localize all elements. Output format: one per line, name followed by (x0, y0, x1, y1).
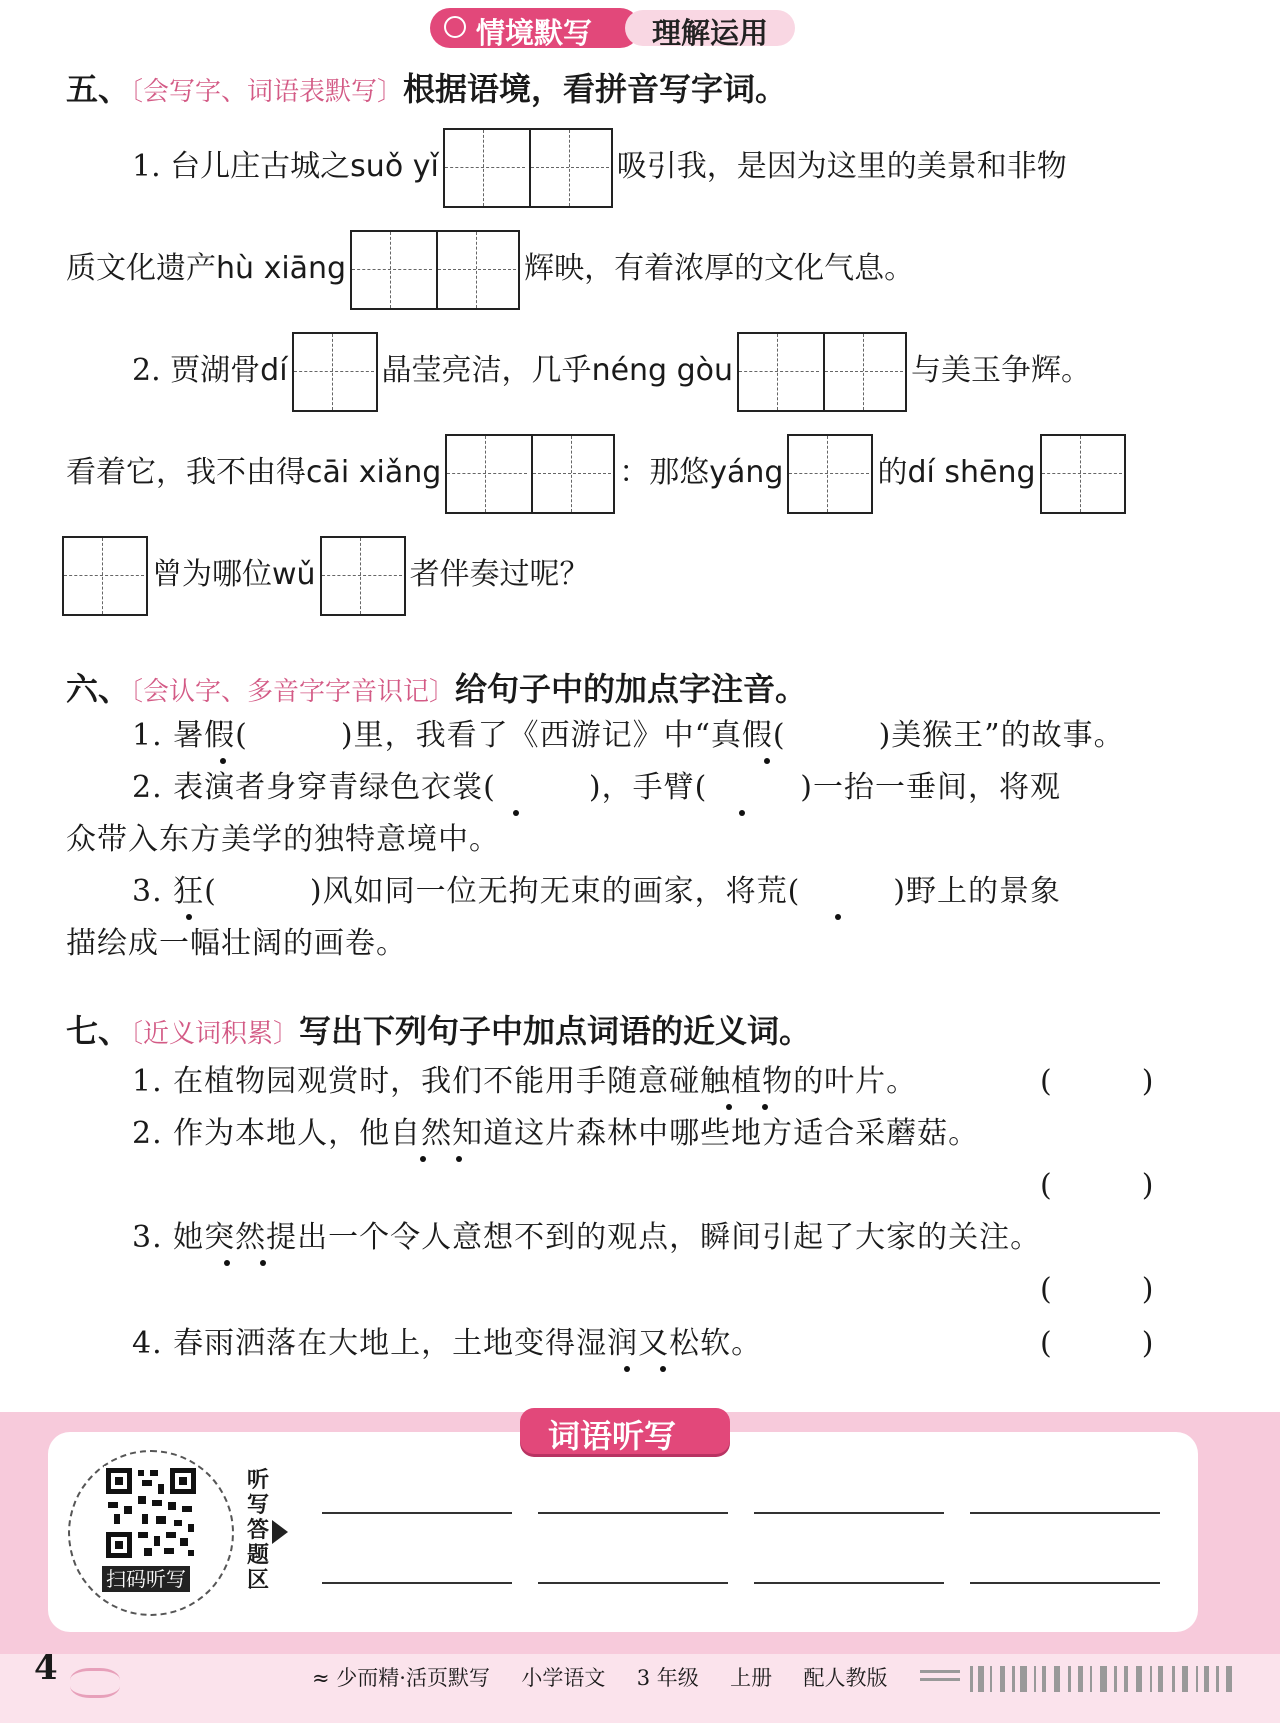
barcode-icon (920, 1662, 1260, 1696)
dictation-line[interactable] (538, 1512, 728, 1514)
s6-q3b: 描绘成一幅壮阔的画卷。 (66, 926, 407, 961)
section7-tag: 〔近义词积累〕 (130, 1019, 300, 1049)
flower-icon (444, 16, 466, 38)
text: 看着它，我不由得 (66, 455, 306, 490)
emphasis-dot (260, 1260, 266, 1266)
pinyin: suǒ yǐ (350, 149, 439, 184)
dictation-line[interactable] (538, 1582, 728, 1584)
tab-label-right: 理解运用 (652, 16, 769, 50)
s7-q1: 1. 在植物园观赏时，我们不能用手随意碰触植物的叶片。 (132, 1064, 918, 1099)
footer-brand: ≈ 少而精·活页默写 (312, 1666, 490, 1690)
s5-q2-line1 (132, 332, 1091, 412)
dictation-title: 词语听写 (548, 1417, 677, 1455)
label-char: 答 (246, 1518, 269, 1543)
emphasis-dot (220, 758, 226, 764)
emphasis-dot (624, 1366, 630, 1372)
pinyin: cāi xiǎng (306, 455, 442, 490)
text: 2. 贾湖骨 (132, 353, 261, 388)
text: 吸引我，是因为这里的美景和非物 (616, 149, 1067, 184)
text: 质文化遗产 (66, 251, 216, 286)
emphasis-dot (726, 1104, 732, 1110)
emphasis-dot (513, 810, 519, 816)
page-number: 4 (34, 1648, 58, 1688)
pinyin: hù xiāng (216, 251, 347, 286)
dictation-line[interactable] (754, 1582, 944, 1584)
pinyin: néng gòu (591, 353, 734, 388)
emphasis-dot (224, 1260, 230, 1266)
answer-grid[interactable] (62, 536, 148, 616)
s7-q2: 2. 作为本地人，他自然知道这片森林中哪些地方适合采蘑菇。 (132, 1116, 980, 1151)
pinyin: wǔ (272, 557, 316, 592)
s7-q1-paren[interactable]: ( ) (1040, 1064, 1154, 1099)
arrow-right-icon (272, 1520, 288, 1544)
s7-q4-paren[interactable]: ( ) (1040, 1326, 1154, 1361)
pinyin: dí shēng (907, 455, 1036, 490)
section7-instruction: 写出下列句子中加点词语的近义词。 (299, 1012, 812, 1050)
text: 与美玉争辉。 (911, 353, 1092, 388)
answer-grid[interactable] (292, 332, 378, 412)
qr-label[interactable]: 扫码听写 (102, 1566, 190, 1592)
section7-title (66, 1006, 811, 1052)
footer-term: 上册 (730, 1666, 773, 1690)
header-tabs (430, 8, 800, 48)
text: ：那悠 (619, 455, 710, 490)
text: 辉映，有着浓厚的文化气息。 (524, 251, 915, 286)
s5-q1-line2 (66, 230, 914, 310)
emphasis-dot (456, 1156, 462, 1162)
s7-q3-paren[interactable]: ( ) (1040, 1272, 1154, 1307)
s7-q4: 4. 春雨洒落在大地上，土地变得湿润又松软。 (132, 1326, 763, 1361)
s5-q1-line1 (132, 128, 1067, 208)
s5-q2-line2 (66, 434, 1130, 514)
footer-edition: 配人教版 (803, 1666, 888, 1690)
pinyin: yáng (709, 455, 784, 490)
answer-grid[interactable] (320, 536, 406, 616)
answer-grid[interactable] (350, 230, 520, 310)
answer-grid[interactable] (445, 434, 615, 514)
section5-title (66, 64, 787, 110)
label-char: 听 (246, 1468, 269, 1493)
label-char: 写 (246, 1493, 269, 1518)
emphasis-dot (835, 914, 841, 920)
emphasis-dot (739, 810, 745, 816)
text: 者伴奏过呢？ (409, 557, 590, 592)
text: 1. 台儿庄古城之 (132, 149, 351, 184)
s6-q2a: 2. 表演者身穿青绿色衣裳( )，手臂( )一抬一垂间，将观 (132, 770, 1061, 805)
dictation-line[interactable] (322, 1512, 512, 1514)
text: 曾为哪位 (152, 557, 272, 592)
s6-q3a: 3. 狂( )风如同一位无拘无束的画家，将荒( )野上的景象 (132, 874, 1061, 909)
emphasis-dot (660, 1366, 666, 1372)
section6-title (66, 664, 807, 710)
answer-grid[interactable] (787, 434, 873, 514)
text: 晶莹亮洁，几乎 (381, 353, 592, 388)
footer-info (312, 1662, 888, 1692)
s6-q2b: 众带入东方美学的独特意境中。 (66, 822, 500, 857)
dictation-line[interactable] (322, 1582, 512, 1584)
emphasis-dot (186, 914, 192, 920)
dictation-line[interactable] (970, 1582, 1160, 1584)
section6-instruction: 给句子中的加点字注音。 (455, 670, 808, 708)
section5-instruction: 根据语境，看拼音写字词。 (403, 70, 788, 108)
s7-q2-paren[interactable]: ( ) (1040, 1168, 1154, 1203)
section5-tag: 〔会写字、词语表默写〕 (130, 77, 404, 107)
pinyin: dí (260, 353, 288, 388)
answer-grid[interactable] (1040, 434, 1126, 514)
dictation-line[interactable] (754, 1512, 944, 1514)
s5-q2-line3 (62, 536, 590, 616)
wave-decoration (70, 1668, 120, 1698)
footer-grade: 3 年级 (636, 1666, 699, 1690)
emphasis-dot (762, 1104, 768, 1110)
answer-area-label (246, 1468, 270, 1593)
dictation-line[interactable] (970, 1512, 1160, 1514)
answer-grid[interactable] (443, 128, 613, 208)
label-char: 题 (246, 1543, 269, 1568)
section5-num: 五、 (66, 70, 131, 108)
emphasis-dot (420, 1156, 426, 1162)
section6-num: 六、 (66, 670, 131, 708)
s6-q1: 1. 暑假( )里，我看了《西游记》中“真假( )美猴王”的故事。 (132, 718, 1125, 753)
s7-q3: 3. 她突然提出一个令人意想不到的观点，瞬间引起了大家的关注。 (132, 1220, 1042, 1255)
qr-code-icon[interactable] (104, 1466, 198, 1560)
emphasis-dot (764, 758, 770, 764)
answer-grid[interactable] (737, 332, 907, 412)
section6-tag: 〔会认字、多音字字音识记〕 (130, 677, 456, 707)
label-char: 区 (246, 1568, 269, 1593)
text: 的 (877, 455, 908, 490)
tab-label-left: 情境默写 (476, 16, 593, 50)
section7-num: 七、 (66, 1012, 131, 1050)
footer-subject: 小学语文 (521, 1666, 606, 1690)
